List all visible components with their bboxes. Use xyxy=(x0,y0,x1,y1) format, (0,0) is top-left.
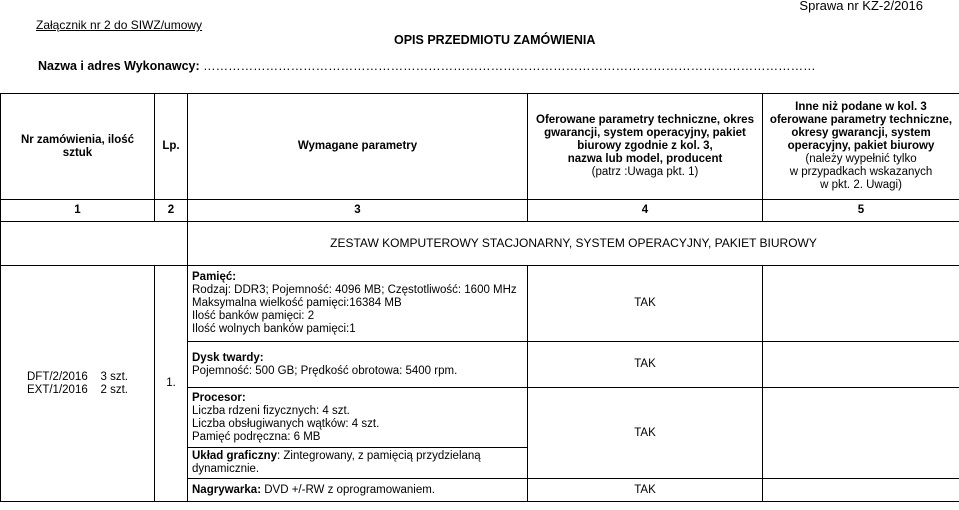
req-line: Liczba rdzeni fizycznych: 4 szt. xyxy=(192,404,350,417)
col-offered-line: gwarancji, system operacyjny, pakiet xyxy=(544,127,746,139)
header-row xyxy=(1,94,959,200)
column-number: 5 xyxy=(763,200,959,222)
order-cell xyxy=(1,266,155,502)
drive-offered: TAK xyxy=(528,479,763,502)
section-spacer xyxy=(1,222,155,266)
req-line: Ilość wolnych banków pamięci:1 xyxy=(192,323,356,335)
col-offered-header xyxy=(528,94,763,200)
col-offered-line: (patrz :Uwaga pkt. 1) xyxy=(591,166,699,178)
disk-requirements xyxy=(188,342,528,388)
req-label: Układ graficzny xyxy=(192,450,277,462)
gpu-requirements xyxy=(188,448,528,479)
req-label: Nagrywarka: xyxy=(192,483,262,496)
col-required-header: Wymagane parametry xyxy=(188,94,528,200)
req-label: Dysk twardy: xyxy=(192,351,264,364)
disk-offered: TAK xyxy=(528,342,763,388)
col-other-line: (należy wypełnić tylko xyxy=(805,153,917,165)
vendor-label: Nazwa i adres Wykonawcy: xyxy=(38,59,200,73)
cpu-requirements xyxy=(188,388,528,448)
col-other-header xyxy=(763,94,959,200)
req-value: DVD +/-RW z oprogramowaniem. xyxy=(261,483,435,496)
column-number: 1 xyxy=(1,200,155,222)
col-other-line: Inne niż podane w kol. 3 xyxy=(795,101,927,113)
disk-other xyxy=(763,342,959,388)
col-other-line: w pkt. 2. Uwagi) xyxy=(820,179,902,191)
req-line: Pamięć podręczna: 6 MB xyxy=(192,430,321,443)
column-number: 4 xyxy=(528,200,763,222)
lp-cell: 1. xyxy=(155,266,188,502)
section-title: ZESTAW KOMPUTEROWY STACJONARNY, SYSTEM OPERACYJNY, PAKIET BIUROWY xyxy=(188,222,959,266)
section-row xyxy=(1,222,959,266)
specification-table xyxy=(0,93,959,502)
req-line: Liczba obsługiwanych wątków: 4 szt. xyxy=(192,417,380,430)
req-line: dynamicznie. xyxy=(192,463,260,475)
req-label: Procesor: xyxy=(192,391,246,404)
col-other-line: oferowane parametry techniczne, xyxy=(769,114,953,126)
req-value: : Zintegrowany, z pamięcią przydzielaną xyxy=(277,450,481,462)
table-row xyxy=(1,266,959,342)
column-number: 2 xyxy=(155,200,188,222)
document-title: OPIS PRZEDMIOTU ZAMÓWIENIA xyxy=(394,33,596,47)
memory-offered: TAK xyxy=(528,266,763,342)
req-line: Pojemność: 500 GB; Prędkość obrotowa: 5400 rpm. xyxy=(192,364,458,377)
vendor-dots: ………………………………………………………………………………………………………………………………… xyxy=(203,59,816,73)
col-other-line: w przypadkach wskazanych xyxy=(789,166,933,178)
order-line: EXT/1/2016 2 szt. xyxy=(27,383,128,396)
column-number: 3 xyxy=(188,200,528,222)
vendor-line xyxy=(38,59,816,73)
section-spacer xyxy=(155,222,188,266)
col-lp-header: Lp. xyxy=(155,94,188,200)
col-offered-line: biurowy zgodnie z kol. 3, xyxy=(577,140,713,152)
drive-requirements xyxy=(188,479,528,502)
req-line: Ilość banków pamięci: 2 xyxy=(192,310,315,322)
memory-requirements xyxy=(188,266,528,342)
drive-other xyxy=(763,479,959,502)
column-numbers-row xyxy=(1,200,959,222)
col-offered-line: nazwa lub model, producent xyxy=(567,153,723,165)
req-line: Rodzaj: DDR3; Pojemność: 4096 MB; Częstotliwość: 1600 MHz xyxy=(192,284,517,296)
req-line: Maksymalna wielkość pamięci:16384 MB xyxy=(192,297,402,309)
col-order-header: Nr zamówienia, ilość sztuk xyxy=(1,94,155,200)
order-line: DFT/2/2016 3 szt. xyxy=(27,370,128,383)
cpu-other xyxy=(763,388,959,479)
col-other-line: operacyjny, pakiet biurowy xyxy=(787,140,935,152)
col-other-line: okresy gwarancji, system xyxy=(791,127,931,139)
col-offered-line: Oferowane parametry techniczne, okres xyxy=(536,114,754,126)
attachment-label: Załącznik nr 2 do SIWZ/umowy xyxy=(36,18,203,32)
cpu-offered: TAK xyxy=(528,388,763,479)
req-label: Pamięć: xyxy=(192,271,237,283)
memory-other xyxy=(763,266,959,342)
case-reference: Sprawa nr KZ-2/2016 xyxy=(799,0,923,13)
